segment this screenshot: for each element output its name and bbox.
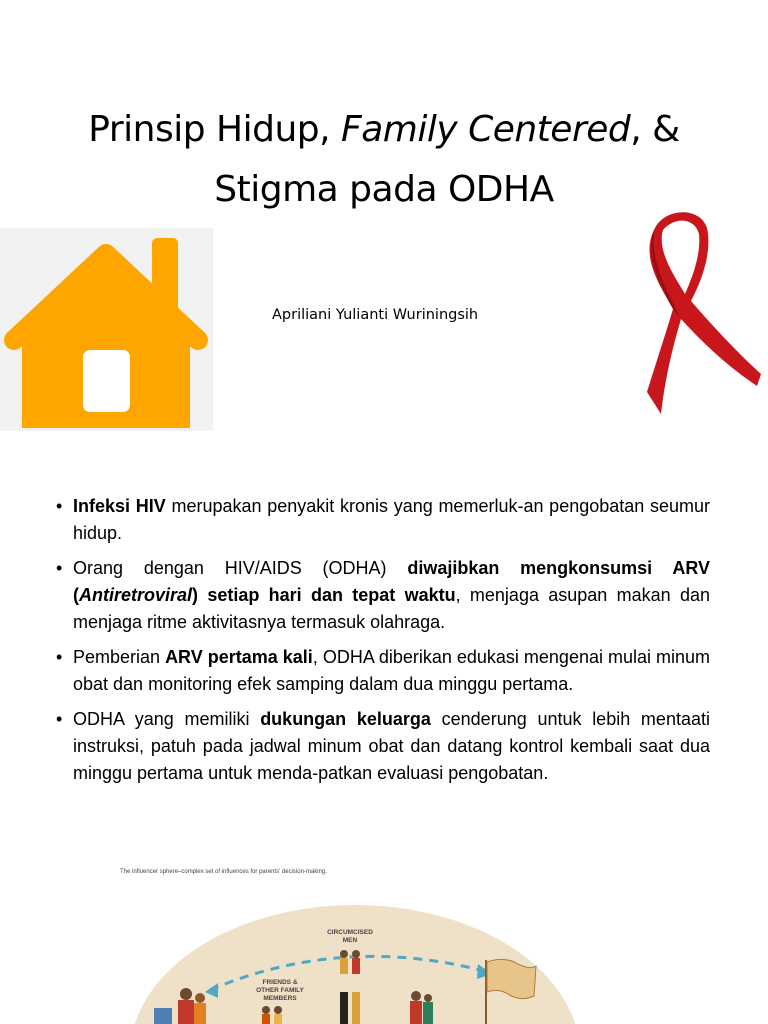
label-circumcised: CIRCUMCISED xyxy=(327,929,373,936)
bullet-list xyxy=(56,493,710,795)
bullet-item: • ODHA yang memiliki dukungan keluarga cenderung untuk lebih mentaati instruksi, patuh pada jadwal minum obat dan datang kontrol kembali saat dua minggu pertama untuk menda-patkan evaluasi pengobatan. xyxy=(56,706,710,787)
label-friends: FRIENDS & xyxy=(262,979,298,986)
influencer-sphere-figure xyxy=(120,880,640,1024)
house-image xyxy=(0,228,213,431)
figure-caption: The influencer sphere–complex set of influences for parents' decision-making. xyxy=(120,869,327,875)
label-men: MEN xyxy=(342,937,358,944)
label-other-family: OTHER FAMILY xyxy=(256,987,304,994)
bullet-item: • Infeksi HIV merupakan penyakit kronis yang memerluk-an pengobatan seumur hidup. xyxy=(56,493,710,547)
author-name: Apriliani Yulianti Wuriningsih xyxy=(272,307,479,323)
bullet-item: • Orang dengan HIV/AIDS (ODHA) diwajibkan mengkonsumsi ARV (Antiretroviral) setiap hari dan tepat waktu, menjaga asupan makan dan menjaga ritme aktivitasnya termasuk olahraga. xyxy=(56,555,710,636)
house-icon xyxy=(0,228,213,431)
title-line-1: Prinsip Hidup, Family Centered, & xyxy=(88,109,680,150)
title-emphasis: Family Centered xyxy=(341,109,631,150)
bullet-item: • Pemberian ARV pertama kali, ODHA diberikan edukasi mengenai mulai minum obat dan monitoring efek samping dalam dua minggu pertama. xyxy=(56,644,710,698)
label-members: MEMBERS xyxy=(263,995,297,1002)
title-line-2: Stigma pada ODHA xyxy=(214,169,554,210)
slide-title xyxy=(0,100,768,220)
red-ribbon-icon xyxy=(615,206,765,421)
